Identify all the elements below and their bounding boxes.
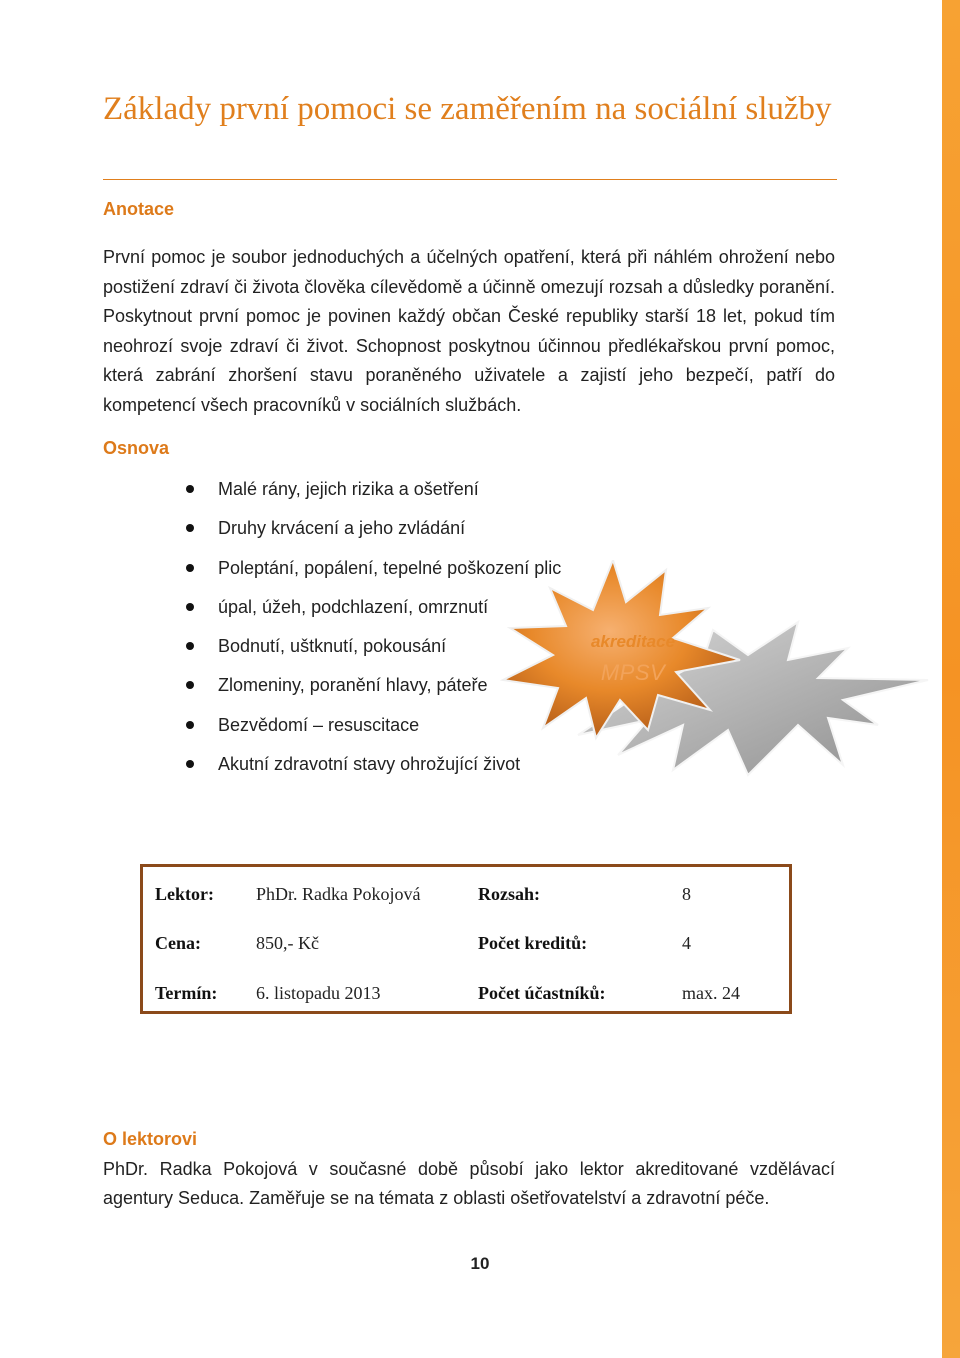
ucastnici-value: max. 24 <box>682 983 740 1003</box>
outline-item: Druhy krvácení a jeho zvládání <box>180 509 600 548</box>
bullet-icon <box>186 721 194 729</box>
bullet-icon <box>186 642 194 650</box>
info-row-lektor <box>143 884 789 908</box>
outline-item: Poleptání, popálení, tepelné poškození plic <box>180 549 600 588</box>
lektor-label: Lektor: <box>155 884 214 904</box>
outline-item: Zlomeniny, poranění hlavy, páteře <box>180 666 600 705</box>
bullet-icon <box>186 603 194 611</box>
about-text: PhDr. Radka Pokojová v současné době působí jako lektor akreditované vzdělávací agentury Seduca. Zaměřuje se na témata z oblasti ošetřovatelství a zdravotní péče. <box>103 1159 835 1208</box>
course-info-box <box>140 864 792 1014</box>
accreditation-burst-icon <box>498 560 938 780</box>
info-row-cena <box>143 933 789 957</box>
kredity-value: 4 <box>682 933 691 953</box>
page-title: Základy první pomoci se zaměřením na sociální služby <box>103 91 832 127</box>
kredity-label: Počet kreditů: <box>478 933 588 953</box>
cena-value: 850,- Kč <box>256 933 319 953</box>
outline-item: Bezvědomí – resuscitace <box>180 706 600 745</box>
rozsah-label: Rozsah: <box>478 884 540 904</box>
bullet-icon <box>186 760 194 768</box>
outline-item: Malé rány, jejich rizika a ošetření <box>180 470 600 509</box>
ucastnici-label: Počet účastníků: <box>478 983 606 1003</box>
outline-item: Akutní zdravotní stavy ohrožující život <box>180 745 600 784</box>
annotation-heading: Anotace <box>103 199 175 219</box>
badge-akreditace-text: akreditace <box>590 632 676 651</box>
decorative-side-bar <box>942 0 960 1358</box>
annotation-text: První pomoc je soubor jednoduchých a účelných opatření, která při náhlém ohrožení nebo postižení zdraví či života člověka cílevědomě a účinně omezují rozsah a důsledky poranění. Poskytnout první pomoc je povinen každý občan České republiky starší 18 let, pokud tím neohrozí svoje zdraví či život. Schopnost poskytnou účinnou předlékařskou první pomoc, která zabrání zhoršení stavu poraněného uživatele a zajistí jeho bezpečí, patří do kompetencí všech pracovníků v sociálních službách. <box>103 247 835 415</box>
bullet-icon <box>186 485 194 493</box>
badge-mpsv-text: MPSV <box>600 660 666 685</box>
title-divider <box>103 179 837 180</box>
termin-label: Termín: <box>155 983 218 1003</box>
cena-label: Cena: <box>155 933 201 953</box>
outline-item: Bodnutí, uštknutí, pokousání <box>180 627 600 666</box>
lektor-value: PhDr. Radka Pokojová <box>256 884 421 904</box>
info-row-termin <box>143 983 789 1007</box>
about-heading: O lektorovi <box>103 1129 198 1149</box>
outline-heading: Osnova <box>103 438 170 458</box>
rozsah-value: 8 <box>682 884 691 904</box>
page-number: 10 <box>470 1254 490 1273</box>
outline-item: úpal, úžeh, podchlazení, omrznutí <box>180 588 600 627</box>
bullet-icon <box>186 564 194 572</box>
termin-value: 6. listopadu 2013 <box>256 983 381 1003</box>
bullet-icon <box>186 524 194 532</box>
bullet-icon <box>186 681 194 689</box>
